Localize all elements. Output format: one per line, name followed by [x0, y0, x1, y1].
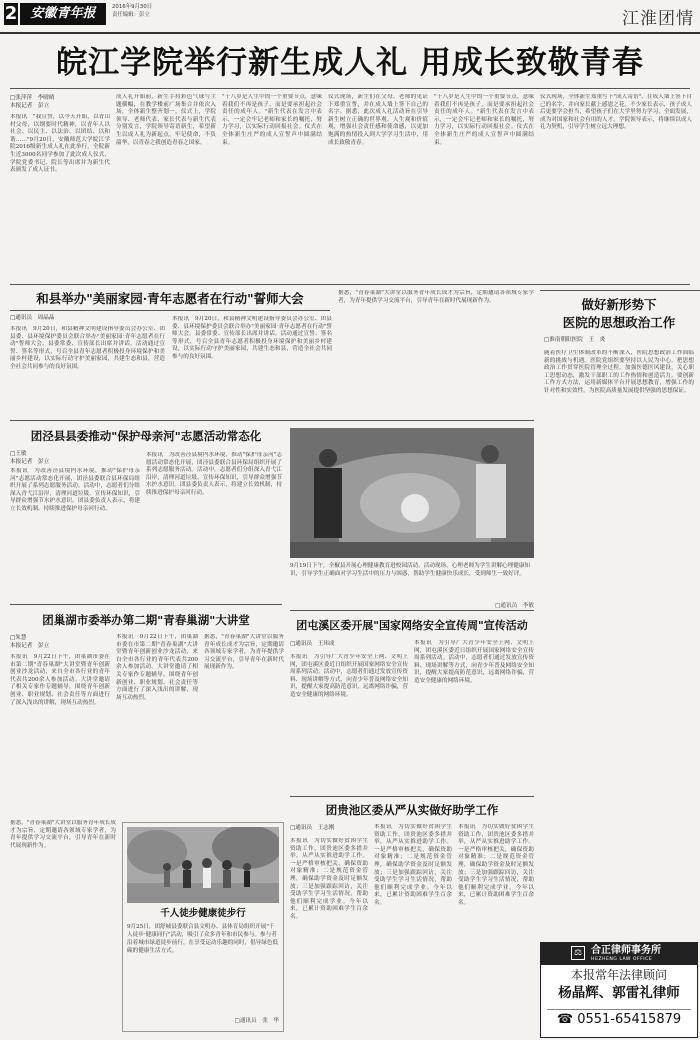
article-3-byline-1: □王敏: [10, 451, 27, 457]
article-4-byline-2: 本报记者 彭立: [10, 643, 50, 649]
main-text-col2: 成人礼开始前，新生手持彩色气球与主题横幅，在教学楼前广场集合并依次入场，全体新生整齐划一。仪式上，学院领导、老师代表、家长代表与新生代表分别发言，学院领导寄语新生，希望新生以成人礼为新起点，牢记使命，不负韶华，以青春之我创造青春之国家。: [116, 94, 216, 146]
article-2-text-col1: 本报讯 9月20日，和县精神文明建设指导委员会办公室、团县委、县环境保护委员会联合举办"美丽家园·青年志愿者在行动"誓师大会。县委常委、宣传部长出席并讲话。活动通过宣誓、签名等形式，号召全县青年志愿者积极投身环境保护和美丽乡村建设，以实际行动守护美丽家园，共建生态和县，营造全社会共同参与的良好氛围。: [10, 326, 165, 370]
ad-phone: ☎ 0551-65415879: [547, 1009, 691, 1029]
photo-1-credit: □通讯员 李敏: [495, 603, 534, 609]
photo-1-illustration: [290, 428, 534, 558]
main-text-col4: 仪式现场，新生们在父母、老师的见证下郑重宣誓，并在成人墙上签下自己的名字。据悉，此次成人礼活动旨在引导新生树立正确的世界观、人生观和价值观，增强社会责任感和使命感，以更加饱满的热情投入到大学学习生活中，用成长致敬青春。: [328, 94, 428, 146]
divider: [10, 284, 690, 285]
article-4-text-col3: 据悉，"青春巢湖"大讲堂以服务青年成长成才为宗旨，定期邀请各领域专家学者，为青年提供学习交流平台，引导青年在新时代展现新作为。: [204, 634, 284, 671]
divider: [10, 604, 282, 605]
article-4-text-col1: 本报讯 9月22日下午，团巢湖市委在市第二期"青春巢湖"大讲堂暨青年创新创业沙龙活动，来自全市各行业的青年代表共200余人参加活动。大讲堂邀请了相关专家作专题辅导，围绕青年创新创业、职业规划、社会责任等方面进行了深入浅出的讲解，现场互动热烈。: [10, 654, 110, 706]
article-4-text-col1b: 据悉，"青春巢湖"大讲堂以服务青年成长成才为宗旨，定期邀请各领域专家学者，为青年提供学习交流平台，引导青年在新时代展现新作为。: [10, 820, 116, 849]
article-5-text-col2: 本报讯 为引导广大青少年安全上网、文明上网，团屯溪区委近日组织开展国家网络安全宣传周系列活动。活动中，志愿者们通过发放宣传资料、现场讲解等方式，向青少年普及网络安全知识，提醒大家提高防范意识，远离网络诈骗，营造安全健康的网络环境。: [414, 640, 534, 684]
main-text-col1: 本报讯 "我宣誓，以今天开始，以青山村父母，以纲要时代精神，以青年人以社会、以民主、以法治、以团结、以和谐……"9月20日，安徽师范大学皖江学院2016级新生成人礼在此举行，全院新生近3000名同学参加了此次成人仪式，学院党委书记、院长等出席并为新生代表颁发了成人证书。: [10, 114, 110, 174]
photo-2-illustration: [127, 827, 279, 903]
article-4-byline: [10, 634, 110, 650]
main-text-col6: 仪式现场，全体新生郑重写下"成人寄语"，在成人墙上签下自己的名字，并向家长献上感恩之花。不少家长表示，孩子成人后更要学会担当，希望孩子们在大学里努力学习，全面发展，成为对国家和社会有用的人才。学院领导表示，将继续以成人礼为契机，引导学生树立远大理想。: [540, 94, 692, 131]
article-4-text-col2: 本报讯 9月22日下午，团巢湖市委在市第二期"青春巢湖"大讲堂暨青年创新创业沙龙活动，来自全市各行业的青年代表共200余人参加活动。大讲堂邀请了相关专家作专题辅导，围绕青年创新创业、职业规划、社会责任等方面进行了深入浅出的讲解，现场互动热烈。: [116, 634, 198, 701]
header-info: [112, 3, 442, 19]
photo-1-caption: 9月19日下午，全椒县开展心理健康教育进校园活动。活动现场，心理老师为学生讲解心理健康知识，引导学生正确面对学习生活中的压力与困惑，帮助学生健康快乐成长，受到师生一致好评。: [290, 563, 531, 577]
article-6-text-col3: 本报讯 为切实做好贫困学生资助工作，团贵池区委多措并举，从严从实推进助学工作。一是严格审核把关，确保资助对象精准；二是规范资金管理，确保助学资金及时足额发放；三是加强跟踪回访，关注受助学生学习生活情况，帮助他们顺利完成学业。今年以来，已累计资助困难学生百余名。: [458, 824, 534, 906]
law-firm-logo-icon: ⚖: [571, 946, 585, 960]
header-editor: 责任编辑：彭立: [112, 12, 150, 18]
ad-line-2: 杨晶辉、郭雷礼律师: [558, 985, 680, 1001]
main-text-col5: "十八岁是人生中的一个重要节点，意味着我们不再是孩子，而是要承担起社会责任的成年人。"新生代表在发言中表示，一定会牢记老师和家长的嘱托，努力学习，以实际行动回报社会。仪式在全体新生庄严的成人宣誓声中圆满结束。: [434, 94, 534, 146]
divider: [10, 420, 534, 421]
article-3-text-col2: 本报讯 为改善泾县境内水环境，推动"保护母亲河"志愿活动常态化开展，团泾县委联合县环保局组织开展了系列志愿服务活动。活动中，志愿者们分组深入青弋江沿岸，清理河道垃圾、宣传环保知识，引导群众增强节水护水意识。团县委负责人表示，将建立长效机制，持续推进保护母亲河行动。: [146, 452, 282, 496]
article-6-headline: 团贵池区委从严从实做好助学工作: [325, 803, 499, 817]
article-6-text-col2: 本报讯 为切实做好贫困学生资助工作，团贵池区委多措并举，从严从实推进助学工作。一是严格审核把关，确保资助对象精准；二是规范资金管理，确保助学资金及时足额发放；三是加强跟踪回访，关注受助学生学习生活情况，帮助他们顺利完成学业。今年以来，已累计资助困难学生百余名。: [374, 824, 452, 906]
article-6-text-col1: 本报讯 为切实做好贫困学生资助工作，团贵池区委多措并举，从严从实推进助学工作。一是严格审核把关，确保资助对象精准；二是规范资金管理，确保助学资金及时足额发放；三是加强跟踪回访，关注受助学生学习生活情况，帮助他们顺利完成学业。今年以来，已累计资助困难学生百余名。: [290, 838, 368, 920]
header-date: 2016年9月30日: [112, 4, 153, 10]
right-col-headline-2: 医院的思想政治工作: [562, 315, 676, 330]
main-text-col3: "十八岁是人生中的一个重要节点，意味着我们不再是孩子，而是要承担起社会责任的成年人。"新生代表在发言中表示，一定会牢记老师和家长的嘱托，努力学习，以实际行动回报社会。仪式在全体新生庄严的成人宣誓声中圆满结束。: [222, 94, 322, 146]
article-2-byline: □通讯员 周晶晶: [10, 315, 55, 321]
article-3-text-col1: 本报讯 为改善泾县境内水环境，推动"保护母亲河"志愿活动常态化开展，团泾县委联合县环保局组织开展了系列志愿服务活动。活动中，志愿者们分组深入青弋江沿岸，清理河道垃圾、宣传环保知识，引导群众增强节水护水意识。团县委负责人表示，将建立长效机制，持续推进保护母亲河行动。: [10, 468, 140, 512]
article-6-byline: □通讯员 王志刚: [290, 825, 335, 831]
right-col-head-rule: [540, 290, 700, 291]
law-firm-ad: [540, 942, 698, 1038]
photo-2-credit: □通讯员 张 华: [234, 1018, 279, 1024]
divider: [10, 310, 330, 311]
article-5-byline: □通讯员 王玮成: [290, 641, 335, 647]
right-col-headline-1: 做好新形势下: [581, 297, 657, 312]
article-2-text-col3: 据悉，"青春巢湖"大讲堂以服务青年成长成才为宗旨，定期邀请各领域专家学者，为青年提供学习交流平台，引导青年在新时代展现新作为。: [338, 290, 534, 304]
article-3-byline-2: 本报记者 彭立: [10, 459, 50, 465]
right-col-byline: □淮南朝阳医院 王 炎: [544, 337, 606, 343]
ad-phone-number: 0551-65415879: [577, 1012, 682, 1027]
main-byline-1: □张萍萍 李晴晴: [10, 95, 55, 101]
article-2-text-col2: 本报讯 9月20日，和县精神文明建设指导委员会办公室、团县委、县环境保护委员会联合举办"美丽家园·青年志愿者在行动"誓师大会。县委常委、宣传部长出席并讲话。活动通过宣誓、签名等形式，号召全县青年志愿者积极投身环境保护和美丽乡村建设，以实际行动守护美丽家园，共建生态和县，营造全社会共同参与的良好氛围。: [172, 316, 332, 360]
ad-firm-name-en: HEZHENG LAW OFFICE: [591, 957, 653, 962]
main-headline: 皖江学院举行新生成人礼 用成长致敬青春: [56, 45, 644, 81]
article-3-byline: [10, 450, 140, 466]
ad-line-1: 本报常年法律顾问: [570, 968, 667, 982]
main-byline: [10, 94, 110, 110]
ad-banner: [541, 943, 697, 965]
main-byline-2: 本报记者 彭立: [10, 103, 50, 109]
photo-2: [127, 827, 279, 903]
page-header: [0, 0, 700, 34]
article-4-byline-1: □朱慧: [10, 635, 27, 641]
photo-1: [290, 428, 534, 558]
section-title: 江淮团情: [622, 9, 694, 29]
divider: [10, 88, 690, 89]
article-2-headline: 和县举办"美丽家园·青年志愿者在行动"誓师大会: [36, 291, 304, 306]
divider: [290, 610, 534, 611]
divider: [290, 796, 534, 797]
page-number: 2: [4, 3, 18, 24]
paper-logo: 安徽青年报: [20, 3, 106, 25]
article-5-headline: 团屯溪区委开展"国家网络安全宣传周"宣传活动: [296, 619, 528, 632]
article-5-text-col1: 本报讯 为引导广大青少年安全上网、文明上网，团屯溪区委近日组织开展国家网络安全宣传周系列活动。活动中，志愿者们通过发放宣传资料、现场讲解等方式，向青少年普及网络安全知识，提醒大家提高防范意识，远离网络诈骗，营造安全健康的网络环境。: [290, 654, 408, 698]
photo-2-caption: 9月25日，团舒城县委联合县文明办、县体育局组织开展"千人徒步·健康同行"活动，吸引了众多青年和市民参与。参与者沿着城市绿道徒步前行，在享受运动乐趣的同时，倡导绿色低碳的健康生活方式。: [127, 924, 279, 954]
right-col-text: 随着医疗卫生体制改革的不断深入，医院思想政治工作面临新的挑战与机遇。医院党组织要坚持以人民为中心，把思想政治工作贯穿医院管理全过程，加强医德医风建设，关心职工思想动态，激发干部职工的工作热情和创造活力。要创新工作方式方法，运用新媒体平台开展思想教育，增强工作的针对性和实效性，为医院高质量发展提供坚强的思想保证。: [544, 350, 694, 394]
photo-2-box: [122, 822, 284, 1032]
ad-firm-name: 合正律师事务所: [591, 945, 661, 956]
article-3-headline: 团泾县县委推动"保护母亲河"志愿活动常态化: [30, 429, 262, 443]
photo-2-title: 千人徒步健康徒步行: [160, 908, 246, 919]
article-4-headline: 团巢湖市委举办第二期"青春巢湖"大讲堂: [42, 613, 250, 627]
